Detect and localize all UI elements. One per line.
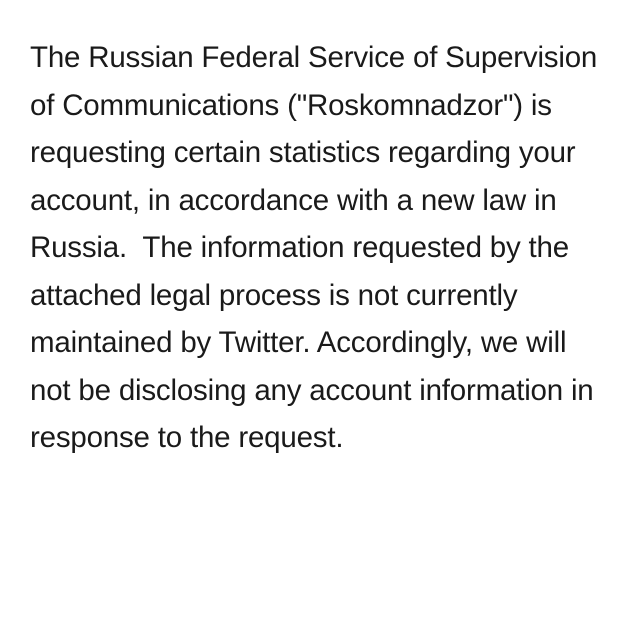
legal-notice-body-text: The Russian Federal Service of Supervision of Communications ("Roskomnadzor") is requesting certain statistics regarding your account, in accordance with a new law in Russia. The information requested by the attached legal process is not currently maintained by Twitter. Accordingly, we will not be disclosing any account information in response to the request.: [30, 41, 606, 454]
